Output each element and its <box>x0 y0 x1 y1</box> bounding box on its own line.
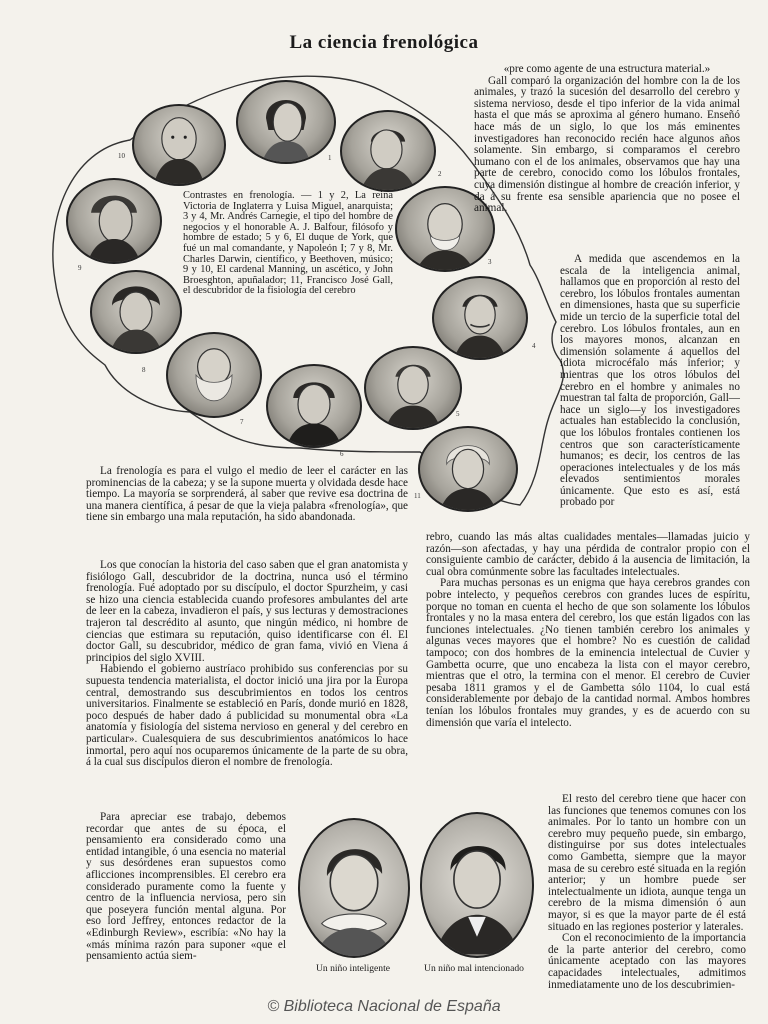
portrait-6 <box>266 364 362 448</box>
portrait-number: 9 <box>78 264 82 272</box>
middle-column-upper <box>426 532 750 729</box>
portrait-engraving-icon <box>422 814 532 956</box>
library-watermark: © Biblioteca Nacional de España <box>267 998 501 1015</box>
portrait-number: 1 <box>328 154 332 162</box>
portrait-9 <box>66 178 162 264</box>
figure-caption: Contrastes en frenología. — 1 y 2, La reina Victoria de Inglaterra y Luisa Miguel, anarquista; 3 y 4, Mr. Andrés Carnegie, el tipo del hombre de negocios y el honorable A. J. Balfour, filósofo y hombre de estado; 5 y 6, El duque de York, que fué un mal comandante, y Napoleón I; 7 y 8, Mr. Charles Darwin, científico, y Beethoven, músico; 9 y 10, El cardenal Manning, un ascético, y John Broesghton, apuñalador; 11, Francisco José Gall, el descubridor de la fisiología del cerebro <box>183 190 393 297</box>
portrait-number: 5 <box>456 410 460 418</box>
portrait-engraving-icon <box>238 82 334 162</box>
portrait-engraving-icon <box>420 428 516 510</box>
portrait-number: 2 <box>438 170 442 178</box>
left-column-lower <box>86 812 286 963</box>
portrait-engraving-icon <box>434 278 526 358</box>
paragraph: Habiendo el gobierno austríaco prohibido sus conferencias por su supuesta tendencia materialista, el doctor inició una jira por la Europa central, demostrando sus descubrimientos en todos los centros universitarios. Finalmente se estableció en París, donde murió en 1828, poco después de haber dado á publicidad su monumental obra «La anatomía y fisiología del sistema nervioso en general y del cerebro en particular». Cualesquiera de sus descubrimientos anatómicos lo hace inmortal, pero aquí nos ocuparemos únicamente de la parte de su obra, á la cual sus discípulos dieron el nombre de frenología. <box>86 663 408 769</box>
portrait-number: 4 <box>532 342 536 350</box>
child-caption-ill-intentioned: Un niño mal intencionado <box>424 963 524 974</box>
portrait-4 <box>432 276 528 360</box>
portrait-number: 7 <box>240 418 244 426</box>
portrait-7 <box>166 332 262 418</box>
paragraph: Los que conocían la historia del caso saben que el gran anatomista y fisiólogo Gall, descubridor de la doctrina, nunca usó el término frenología. Fué adoptado por su discípulo, el doctor Spurzheim, y casi se hizo una ciencia establecida cuando profesores ambulantes del arte de leer en la cabeza, invadieron el país, y sus lecturas y demostraciones trajeron tal descrédito al asunto, que ningún médico, ni hombre de ciencias que estimara su reputación, quiso identificarse con él. El doctor Gall, su descubridor, médico de gran fama, vivió en Viena á principios del siglo XVIII. <box>86 559 408 664</box>
portrait-engraving-icon <box>68 180 160 262</box>
child-portrait-ill-intentioned <box>420 812 534 958</box>
paragraph: rebro, cuando las más altas cualidades mentales—llamadas juicio y razón—son afectadas, y hay una pérdida de contralor propio con el consiguiente cambio de carácter, debido á la ausencia de limitación, la cual obra comúnmente sobre las facultades intelectuales. <box>426 531 750 578</box>
portrait-number: 11 <box>414 492 421 500</box>
portrait-number: 6 <box>340 450 344 458</box>
portrait-number: 10 <box>118 152 125 160</box>
paragraph: Gall comparó la organización del hombre con la de los animales, y trazó la sucesión del desarrollo del cerebro y sistema nervioso, desde el tipo inferior de la vida animal hasta el que más se aproxima al género humano. Enseñó hace más de un siglo, lo que los más eminentes investigadores han reconocido recién hace algunos años solamente. Sin embargo, si comparamos el cerebro humano con el de los animales, observamos que hay una parte de cerebro, conocido como los lóbulos frontales, cuya dimensión distingue al hombre de creación inferior, y da á su frente esa sensible apariencia que no posee el animal. <box>474 74 740 215</box>
portrait-1 <box>236 80 336 164</box>
paragraph: El resto del cerebro tiene que hacer con las funciones que tenemos comunes con los animales. Por lo tanto un hombre con un cerebro muy pequeño puede, sin embargo, distinguirse por sus dotes intelectuales como Gambetta, siempre que la mayor masa de su cerebro esté situada en la región anterior; y un hombre puede ser intelectualmente un idiota, aunque tenga un cerebro de la misma dimensión ó aun mayor, si es que la mayor parte de él está situado en las regiones posterior y laterales. <box>548 793 746 933</box>
portrait-number: 3 <box>488 258 492 266</box>
portrait-engraving-icon <box>168 334 260 416</box>
portrait-engraving-icon <box>92 272 180 352</box>
left-column-upper <box>86 466 408 524</box>
middle-column-lower <box>548 794 746 991</box>
portrait-2 <box>340 110 436 192</box>
paragraph: Con el reconocimiento de la importancia de la parte anterior del cerebro, como únicamente aceptado con las mayores capacidades intelectuales, admitimos inmediatamente uno de los descubrimien- <box>548 932 746 991</box>
portrait-engraving-icon <box>342 112 434 190</box>
child-portrait-intelligent <box>298 818 410 958</box>
paragraph: Para apreciar ese trabajo, debemos recordar que antes de su época, el pensamiento era considerado como una entidad intangible, ó una esencia no material y sus desórdenes eran supuestos como aflicciones incomprensibles. El cerebro era considerado puramente como la fuente y centro de la influencia nerviosa, pero sin que poseyera función mental alguna. Por eso lord Jeffrey, entonces redactor de la «Edinburgh Review», escribía: «No hay la «más mínima razón para suponer «que el pensamiento actúa siem- <box>86 811 286 963</box>
paragraph: Para muchas personas es un enigma que haya cerebros grandes con pobre intelecto, y pequeños cerebros con grandes luces de espíritu, porque no toman en cuenta el hecho de que son solamente los lóbulos frontales y no la masa entera del cerebro, los que están ligados con las funciones intelectuales. ¿No tienen también cerebro los animales y algunas veces mayores que el hombre? No es cuestión de calidad tampoco; con dos hombres de la eminencia intelectual de Cuvier y Gambetta ocurre, que uno encabeza la lista con el mayor cerebro, mientras que el otro, la termina con el menor. El cerebro de Cuvier pesaba 1811 gramos y el de Gambetta sólo 1104, lo cual está considerablemente por debajo de la cantidad normal. Ambos hombres tenían los lóbulos frontales muy grandes, y es de acuerdo con su dimensión que varía el intelecto. <box>426 577 750 729</box>
portrait-engraving-icon <box>268 366 360 446</box>
portrait-8 <box>90 270 182 354</box>
paragraph: «pre como agente de una estructura material.» <box>503 63 711 75</box>
portrait-11 <box>418 426 518 512</box>
portrait-10 <box>132 104 226 186</box>
left-column-middle <box>86 560 408 769</box>
portrait-engraving-icon <box>134 106 224 184</box>
portrait-engraving-icon <box>300 820 408 956</box>
paragraph: La frenología es para el vulgo el medio de leer el carácter en las prominencias de la cabeza; y se la supone muerta y olvidada desde hace tiempo. La mayoría se sorprenderá, al saber que revive esa doctrina de una manera científica, á pesar de que la vieja palabra «frenología», que tiene sin embargo una mala reputación, ha sido abandonada. <box>86 465 408 524</box>
portrait-5 <box>364 346 462 430</box>
portrait-number: 8 <box>142 366 146 374</box>
article-title: La ciencia frenológica <box>289 32 479 53</box>
right-column-lower <box>560 254 740 509</box>
portrait-engraving-icon <box>366 348 460 428</box>
child-caption-intelligent: Un niño inteligente <box>315 963 391 974</box>
paragraph: A medida que ascendemos en la escala de la inteligencia animal, hallamos que en proporción al resto del cerebro, los lóbulos frontales aumentan en dimensiones, hasta que su superficie mide un tercio de la superficie total del cerebro. Los lóbulos frontales, aun en los mayores monos, alcanzan en dimensión solamente á aquellos del idiota microcéfalo más inferior; y mientras que los otros lóbulos del cerebro en el hombre y animales no muestran tal falta de proporción, Gall—hace un siglo—y los investigadores actuales han establecido la conclusión, que los lóbulos frontales contienen los centros que son característicamente humanos; es decir, los centros de las operaciones intelectuales y de los más elevados sentimientos morales únicamente. Que esto es así, está probado por <box>560 253 740 509</box>
right-column-upper <box>474 64 740 215</box>
